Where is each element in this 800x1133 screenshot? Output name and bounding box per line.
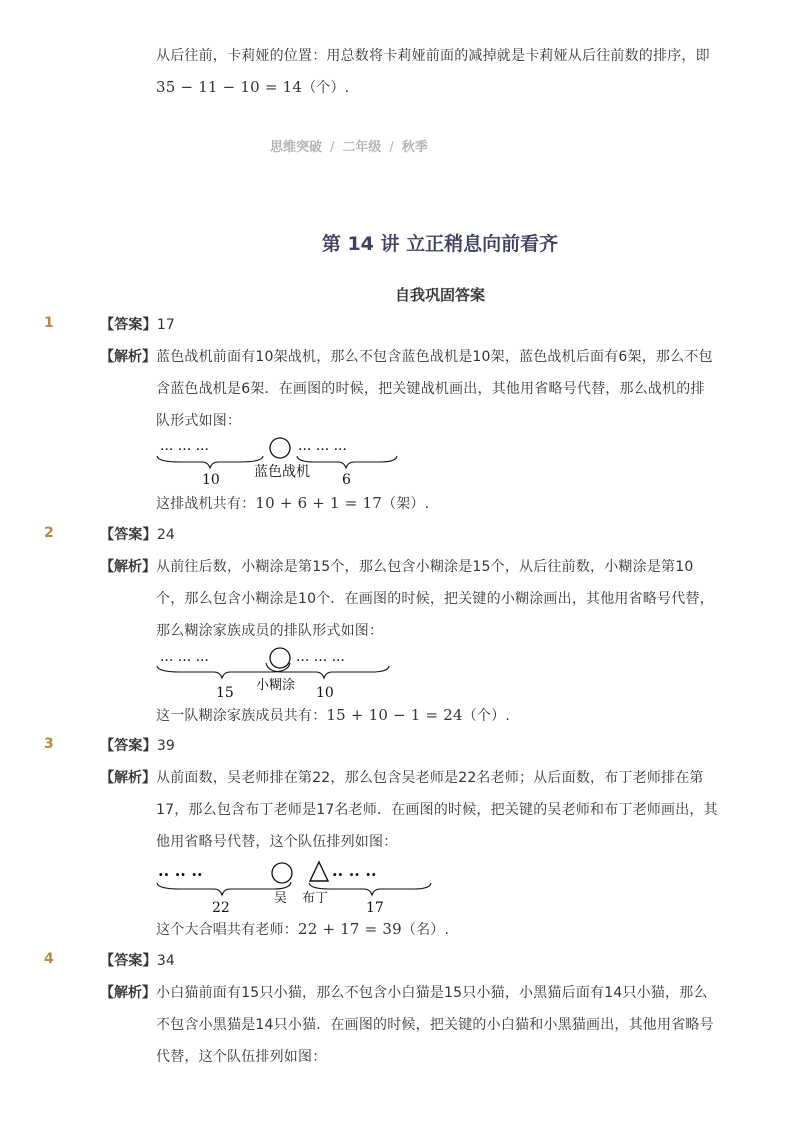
answer-label: 【答案】 [100, 738, 157, 754]
answer-label: 【答案】 [100, 317, 157, 333]
top-formula: 35 − 11 − 10 = 14 [156, 78, 303, 96]
left-count-2: 15 [216, 685, 234, 701]
ellipsis: ·· ·· ·· [332, 865, 377, 884]
analysis-line-4-1: 小白猫前面有15只小猫，那么不包含小白猫是15只小猫，小黑猫后面有14只小猫，那么 [156, 985, 708, 1001]
breadcrumb-item-subject[interactable]: 思维突破 [270, 140, 323, 155]
teacher-wu-circle [272, 863, 292, 883]
section-title: 自我巩固答案 [394, 286, 485, 304]
breadcrumb: 思维突破 / 二年级 / 秋季 [270, 140, 428, 155]
breadcrumb-item-term[interactable]: 秋季 [401, 140, 428, 155]
right-count-1: 6 [342, 472, 351, 488]
diagram-label-3b: 布丁 [302, 891, 329, 906]
analysis-line-2-3: 那么糊涂家族成员的排队形式如图： [156, 623, 384, 639]
summary-prefix-1: 这排战机共有： [156, 496, 256, 512]
teacher-buding-triangle [310, 862, 328, 881]
answer-row-1 [100, 315, 175, 335]
question-number-3: 3 [44, 736, 54, 752]
summary-row-3 [156, 919, 449, 940]
diagram-label-3a: 吴 [274, 891, 288, 906]
summary-unit-1: （架）. [381, 496, 430, 512]
queue-diagram-3 [150, 856, 440, 916]
ellipsis: ··· ··· ··· [296, 653, 345, 669]
analysis-label-2: 【解析】 [100, 559, 156, 575]
answer-value-2: 24 [156, 527, 176, 543]
summary-prefix-2: 这一队糊涂家族成员共有： [156, 708, 327, 724]
analysis-line-1-2: 含蓝色战机是6架．在画图的时候，把关键战机画出，其他用省略号代替，那么战机的排 [156, 381, 705, 397]
analysis-line-1-1: 蓝色战机前面有10架战机，那么不包含蓝色战机是10架，蓝色战机后面有6架，那么不包 [156, 349, 713, 365]
left-count-1: 10 [202, 472, 220, 488]
answer-value-1: 17 [156, 317, 176, 333]
analysis-label-1: 【解析】 [100, 349, 156, 365]
analysis-line-2-2: 个，那么包含小糊涂是10个．在画图的时候，把关键的小糊涂画出，其他用省略号代替， [156, 591, 714, 607]
breadcrumb-item-grade[interactable]: 二年级 [342, 140, 382, 155]
answer-row-4 [100, 951, 175, 971]
question-number-1: 1 [44, 315, 54, 331]
summary-formula-2: 15 + 10 − 1 = 24 [326, 706, 463, 724]
top-unit: （个）. [302, 80, 350, 96]
ellipsis: ··· ··· ··· [160, 653, 209, 669]
lesson-title: 第 14 讲 立正稍息向前看齐 [321, 233, 559, 255]
analysis-line-2-1: 从前往后数，小糊涂是第15个，那么包含小糊涂是15个，从后往前数，小糊涂是第10 [156, 559, 694, 575]
answer-label: 【答案】 [100, 953, 157, 969]
analysis-line-3-2: 17，那么包含布丁老师是17名老师．在画图的时候，把关键的吴老师和布丁老师画出，其 [156, 802, 718, 818]
question-number-2: 2 [44, 525, 54, 541]
summary-row-1 [156, 493, 429, 514]
ellipsis: ··· ··· ··· [160, 442, 209, 458]
top-line-1: 从后往前，卡莉娅的位置：用总数将卡莉娅前面的减掉就是卡莉娅从后往前数的排序，即 [156, 48, 710, 64]
summary-formula-1: 10 + 6 + 1 = 17 [255, 494, 382, 512]
blue-fighter-circle [270, 438, 290, 458]
analysis-line-3-1: 从前面数，吴老师排在第22，那么包含吴老师是22名老师；从后面数，布丁老师排在第 [156, 770, 704, 786]
summary-formula-3: 22 + 17 = 39 [298, 920, 402, 938]
diagram-label-1: 蓝色战机 [254, 464, 310, 480]
xiaohutu-circle [270, 648, 290, 668]
answer-value-3: 39 [156, 738, 176, 754]
queue-diagram-1 [150, 434, 410, 490]
ellipsis: ·· ·· ·· [158, 865, 203, 884]
analysis-line-4-3: 代替，这个队伍排列如图： [156, 1049, 327, 1065]
analysis-line-3-3: 他用省略号代替，这个队伍排列如图： [156, 834, 398, 850]
question-number-4: 4 [44, 951, 54, 967]
queue-diagram-2 [150, 645, 400, 701]
summary-unit-3: （名）. [401, 922, 450, 938]
summary-unit-2: （个）. [462, 708, 510, 724]
left-count-3: 22 [212, 900, 230, 916]
top-formula-line [156, 77, 349, 98]
summary-row-2 [156, 705, 510, 726]
diagram-label-2: 小糊涂 [256, 678, 296, 693]
right-count-2: 10 [316, 685, 334, 701]
analysis-line-1-3: 队形式如图： [156, 413, 242, 429]
analysis-label-3: 【解析】 [100, 770, 156, 786]
analysis-line-4-2: 不包含小黑猫是14只小猫．在画图的时候，把关键的小白猫和小黑猫画出，其他用省略号 [156, 1017, 714, 1033]
analysis-label-4: 【解析】 [100, 985, 156, 1001]
answer-label: 【答案】 [100, 527, 157, 543]
right-count-3: 17 [366, 900, 384, 916]
ellipsis: ··· ··· ··· [298, 442, 347, 458]
answer-value-4: 34 [156, 953, 176, 969]
answer-row-2 [100, 525, 175, 545]
answer-row-3 [100, 736, 175, 756]
summary-prefix-3: 这个大合唱共有老师： [156, 922, 298, 938]
